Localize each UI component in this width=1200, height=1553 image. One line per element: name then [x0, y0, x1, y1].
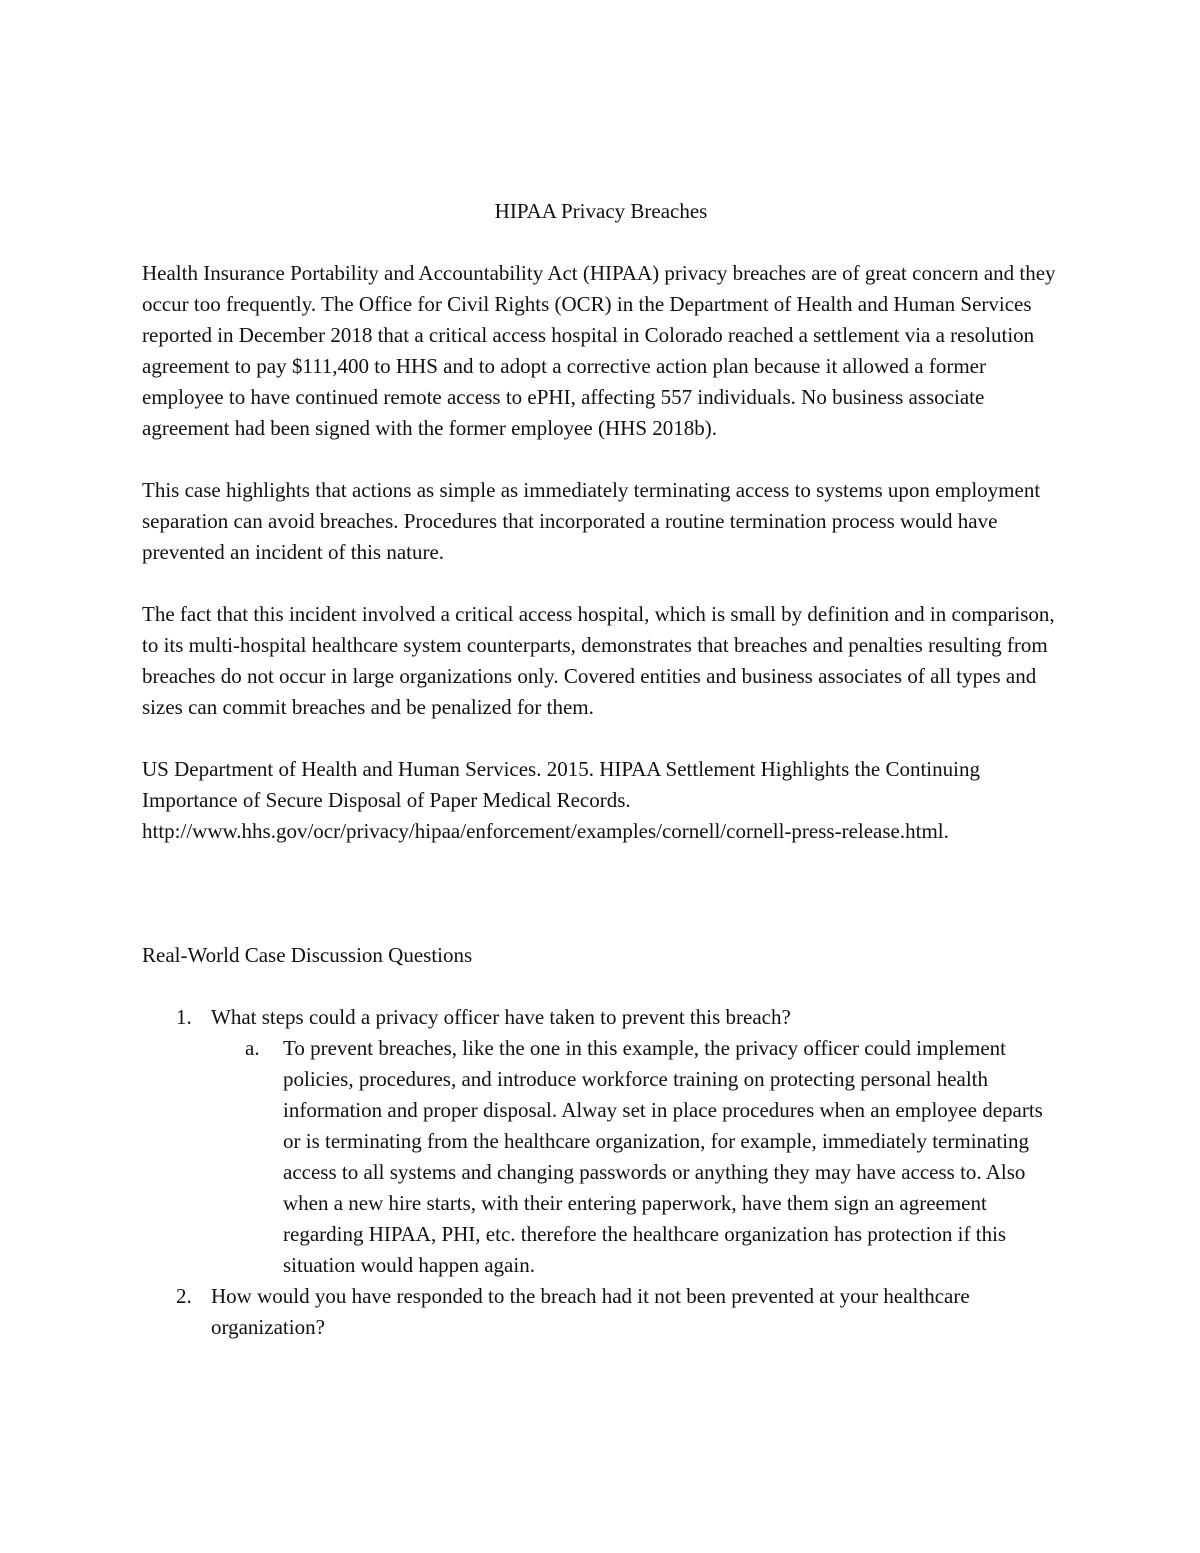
document-title: HIPAA Privacy Breaches — [494, 199, 708, 223]
answers-list — [211, 1033, 1060, 1281]
body-paragraph-1: Health Insurance Portability and Accountability Act (HIPAA) privacy breaches are of great concern and they occur too frequently. The Office for Civil Rights (OCR) in the Department of Health and Human Services reported in December 2018 that a critical access hospital in Colorado reached a settlement via a resolution agreement to pay $111,400 to HHS and to adopt a corrective action plan because it allowed a former employee to have continued remote access to ePHI, affecting 557 individuals. No business associate agreement had been signed with the former employee (HHS 2018b). — [142, 261, 1056, 440]
question-text: What steps could a privacy officer have taken to prevent this breach? — [211, 1005, 791, 1029]
reference-url: http://www.hhs.gov/ocr/privacy/hipaa/enforcement/examples/cornell/cornell-press-release.html. — [142, 819, 949, 843]
question-text: How would you have responded to the breach had it not been prevented at your healthcare organization? — [211, 1284, 970, 1339]
question-item-1 — [142, 1002, 1060, 1281]
questions-list — [142, 1002, 1060, 1343]
answer-text: To prevent breaches, like the one in this example, the privacy officer could implement policies, procedures, and introduce workforce training on protecting personal health information and proper disposal. Alway set in place procedures when an employee departs or is terminating from the healthcare organization, for example, immediately terminating access to all systems and changing passwords or anything they may have access to. Also when a new hire starts, with their entering paperwork, have them sign an agreement regarding HIPAA, PHI, etc. therefore the healthcare organization has protection if this situation would happen again. — [283, 1036, 1043, 1277]
question-item-2 — [142, 1281, 1060, 1343]
question-number: 1. — [176, 1005, 192, 1029]
answer-item — [211, 1033, 1060, 1281]
reference-citation: US Department of Health and Human Services. 2015. HIPAA Settlement Highlights the Continuing Importance of Secure Disposal of Paper Medical Records. — [142, 757, 980, 812]
question-number: 2. — [176, 1284, 192, 1308]
document-page — [142, 196, 1060, 1343]
reference-block — [142, 754, 1060, 847]
body-paragraph-3: The fact that this incident involved a critical access hospital, which is small by definition and in comparison, to its multi-hospital healthcare system counterparts, demonstrates that breaches and penalties resulting from breaches do not occur in large organizations only. Covered entities and business associates of all types and sizes can commit breaches and be penalized for them. — [142, 602, 1055, 719]
answer-letter: a. — [245, 1036, 260, 1060]
body-paragraph-2: This case highlights that actions as simple as immediately terminating access to systems upon employment separation can avoid breaches. Procedures that incorporated a routine termination process would have prevented an incident of this nature. — [142, 478, 1041, 564]
questions-heading: Real-World Case Discussion Questions — [142, 943, 473, 967]
